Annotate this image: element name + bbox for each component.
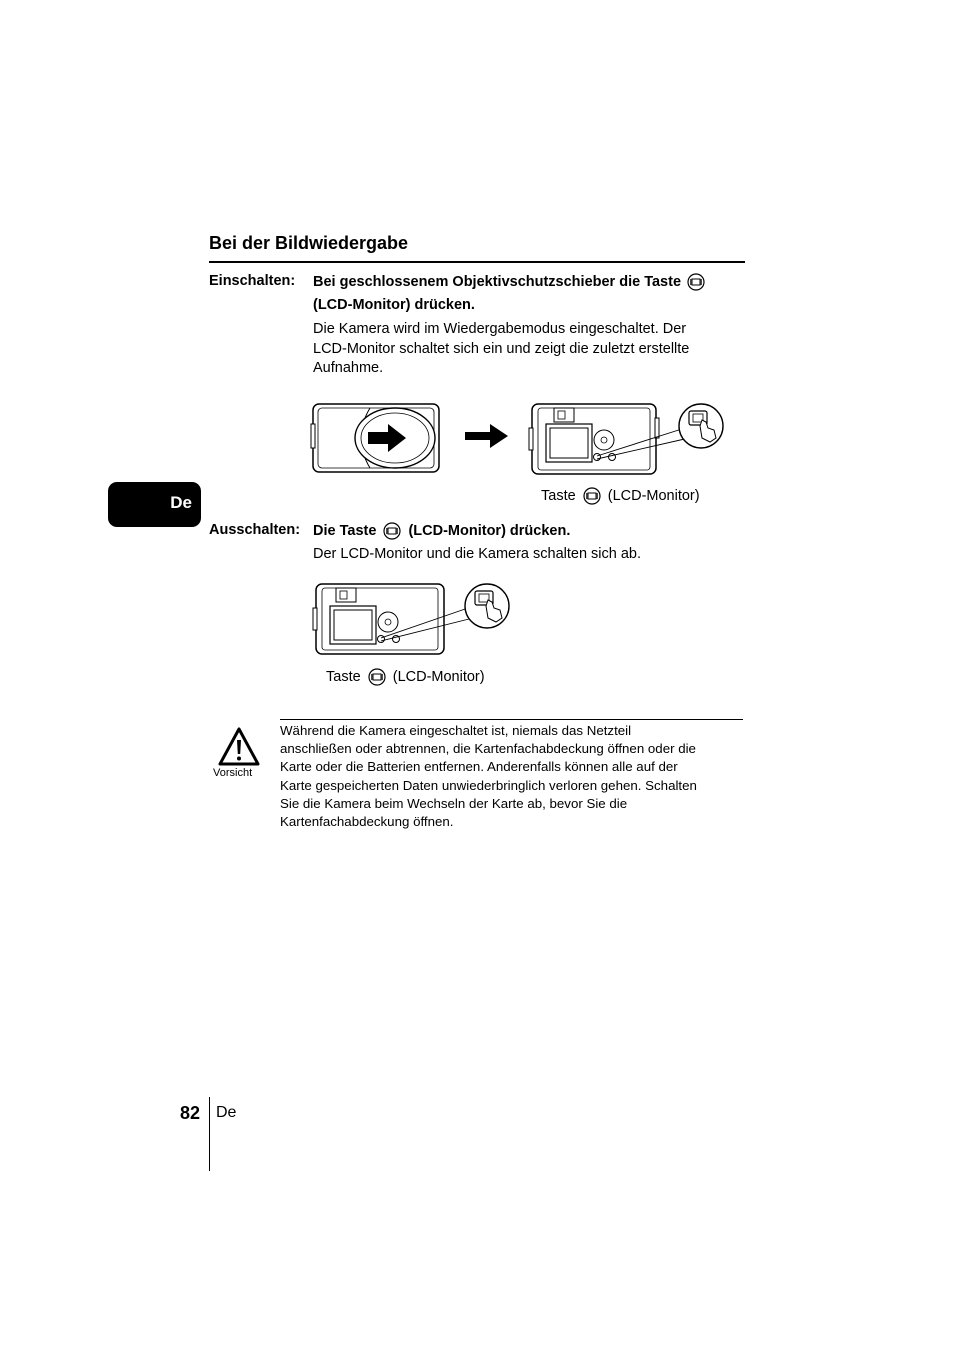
heading-rule: [209, 261, 745, 263]
caution-line: Karte oder die Batterien entfernen. Anderenfalls können alle auf der: [280, 759, 678, 775]
caution-rule: [280, 719, 743, 720]
description-line: Aufnahme.: [313, 360, 384, 376]
arrow-right-icon: [465, 424, 508, 448]
power-on-instruction-line1: [313, 273, 705, 291]
description-line: LCD-Monitor schaltet sich ein und zeigt die zuletzt erstellte: [313, 340, 690, 357]
power-off-label: Ausschalten:: [209, 522, 301, 538]
power-off-illustration: [312, 578, 512, 660]
power-on-caption: [541, 487, 700, 505]
caution-line: Sie die Kamera beim Wechseln der Karte ab, bevor Sie die: [280, 795, 628, 811]
caption-suffix: (LCD-Monitor): [607, 487, 700, 504]
caution-line: Während die Kamera eingeschaltet ist, niemals das Netzteil: [280, 723, 632, 738]
power-on-instruction-line2: (LCD-Monitor) drücken.: [313, 297, 475, 313]
camera-back-illustration: [529, 404, 723, 474]
page-number: 82: [180, 1103, 201, 1123]
language-tab: [108, 482, 201, 527]
power-on-label: Einschalten:: [209, 273, 296, 289]
power-off-instruction-prefix: Die Taste: [313, 522, 377, 539]
footer-rule: [209, 1097, 210, 1171]
caution-icon-label: Vorsicht: [213, 767, 253, 779]
power-off-instruction: [313, 522, 570, 540]
warning-triangle-icon: [218, 727, 260, 767]
section-title: Bei der Bildwiedergabe: [209, 233, 409, 253]
description-line: Die Kamera wird im Wiedergabemodus eingeschaltet. Der: [313, 321, 687, 337]
lcd-monitor-icon: [687, 273, 705, 291]
power-off-description: Der LCD-Monitor und die Kamera schalten sich ab.: [313, 546, 642, 562]
camera-closed-illustration: [311, 404, 439, 472]
caution-line: Kartenfachabdeckung öffnen.: [280, 814, 454, 830]
caption-prefix: Taste: [326, 668, 361, 685]
caption-suffix: (LCD-Monitor): [392, 668, 485, 685]
caption-prefix: Taste: [541, 487, 576, 504]
lcd-monitor-icon: [368, 668, 386, 686]
lcd-monitor-icon: [583, 487, 601, 505]
caution-line: Karte gespeicherten Daten unwiederbringlich verloren gehen. Schalten: [280, 777, 697, 793]
power-on-instruction-text: Bei geschlossenem Objektivschutzschieber die Taste: [313, 273, 682, 290]
power-on-illustration: [310, 398, 730, 480]
caution-line: anschließen oder abtrennen, die Kartenfachabdeckung öffnen oder die: [280, 741, 696, 757]
power-on-description: [313, 320, 743, 379]
language-tab-label: De: [170, 493, 192, 512]
power-off-instruction-suffix: (LCD-Monitor) drücken.: [408, 522, 571, 539]
caution-text: [280, 722, 745, 831]
page-language: De: [216, 1104, 237, 1121]
camera-back-illustration: [313, 584, 509, 654]
power-off-caption: [326, 668, 485, 686]
lcd-monitor-icon: [383, 522, 401, 540]
